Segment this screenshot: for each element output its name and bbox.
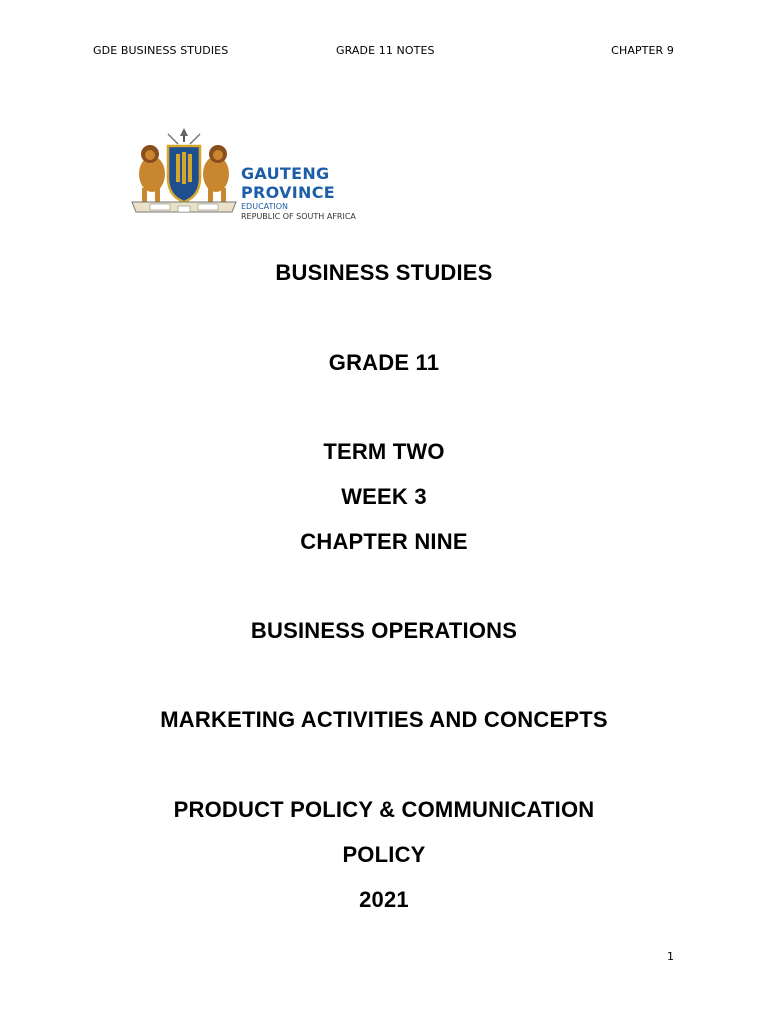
subtopic-title: MARKETING ACTIVITIES AND CONCEPTS xyxy=(160,707,608,732)
logo-subtitle-education: EDUCATION xyxy=(241,202,289,211)
header-left: GDE BUSINESS STUDIES xyxy=(93,44,229,57)
policy-title-line2: POLICY xyxy=(342,842,426,867)
header-center: GRADE 11 NOTES xyxy=(336,44,435,57)
coat-of-arms-icon xyxy=(128,128,240,216)
logo-subtitle-republic: REPUBLIC OF SOUTH AFRICA xyxy=(241,212,356,221)
term-title: TERM TWO xyxy=(323,439,445,464)
subject-title: BUSINESS STUDIES xyxy=(275,260,493,285)
header-right: CHAPTER 9 xyxy=(611,44,674,57)
chapter-title: CHAPTER NINE xyxy=(300,529,468,554)
year-title: 2021 xyxy=(359,887,409,912)
topic-title: BUSINESS OPERATIONS xyxy=(250,618,518,643)
week-title: WEEK 3 xyxy=(341,484,427,509)
logo-title: GAUTENG PROVINCE xyxy=(241,164,336,202)
grade-title: GRADE 11 xyxy=(328,350,440,375)
page-number: 1 xyxy=(667,950,674,963)
policy-title-line1: PRODUCT POLICY & COMMUNICATION xyxy=(173,797,595,822)
gauteng-logo xyxy=(128,128,418,221)
